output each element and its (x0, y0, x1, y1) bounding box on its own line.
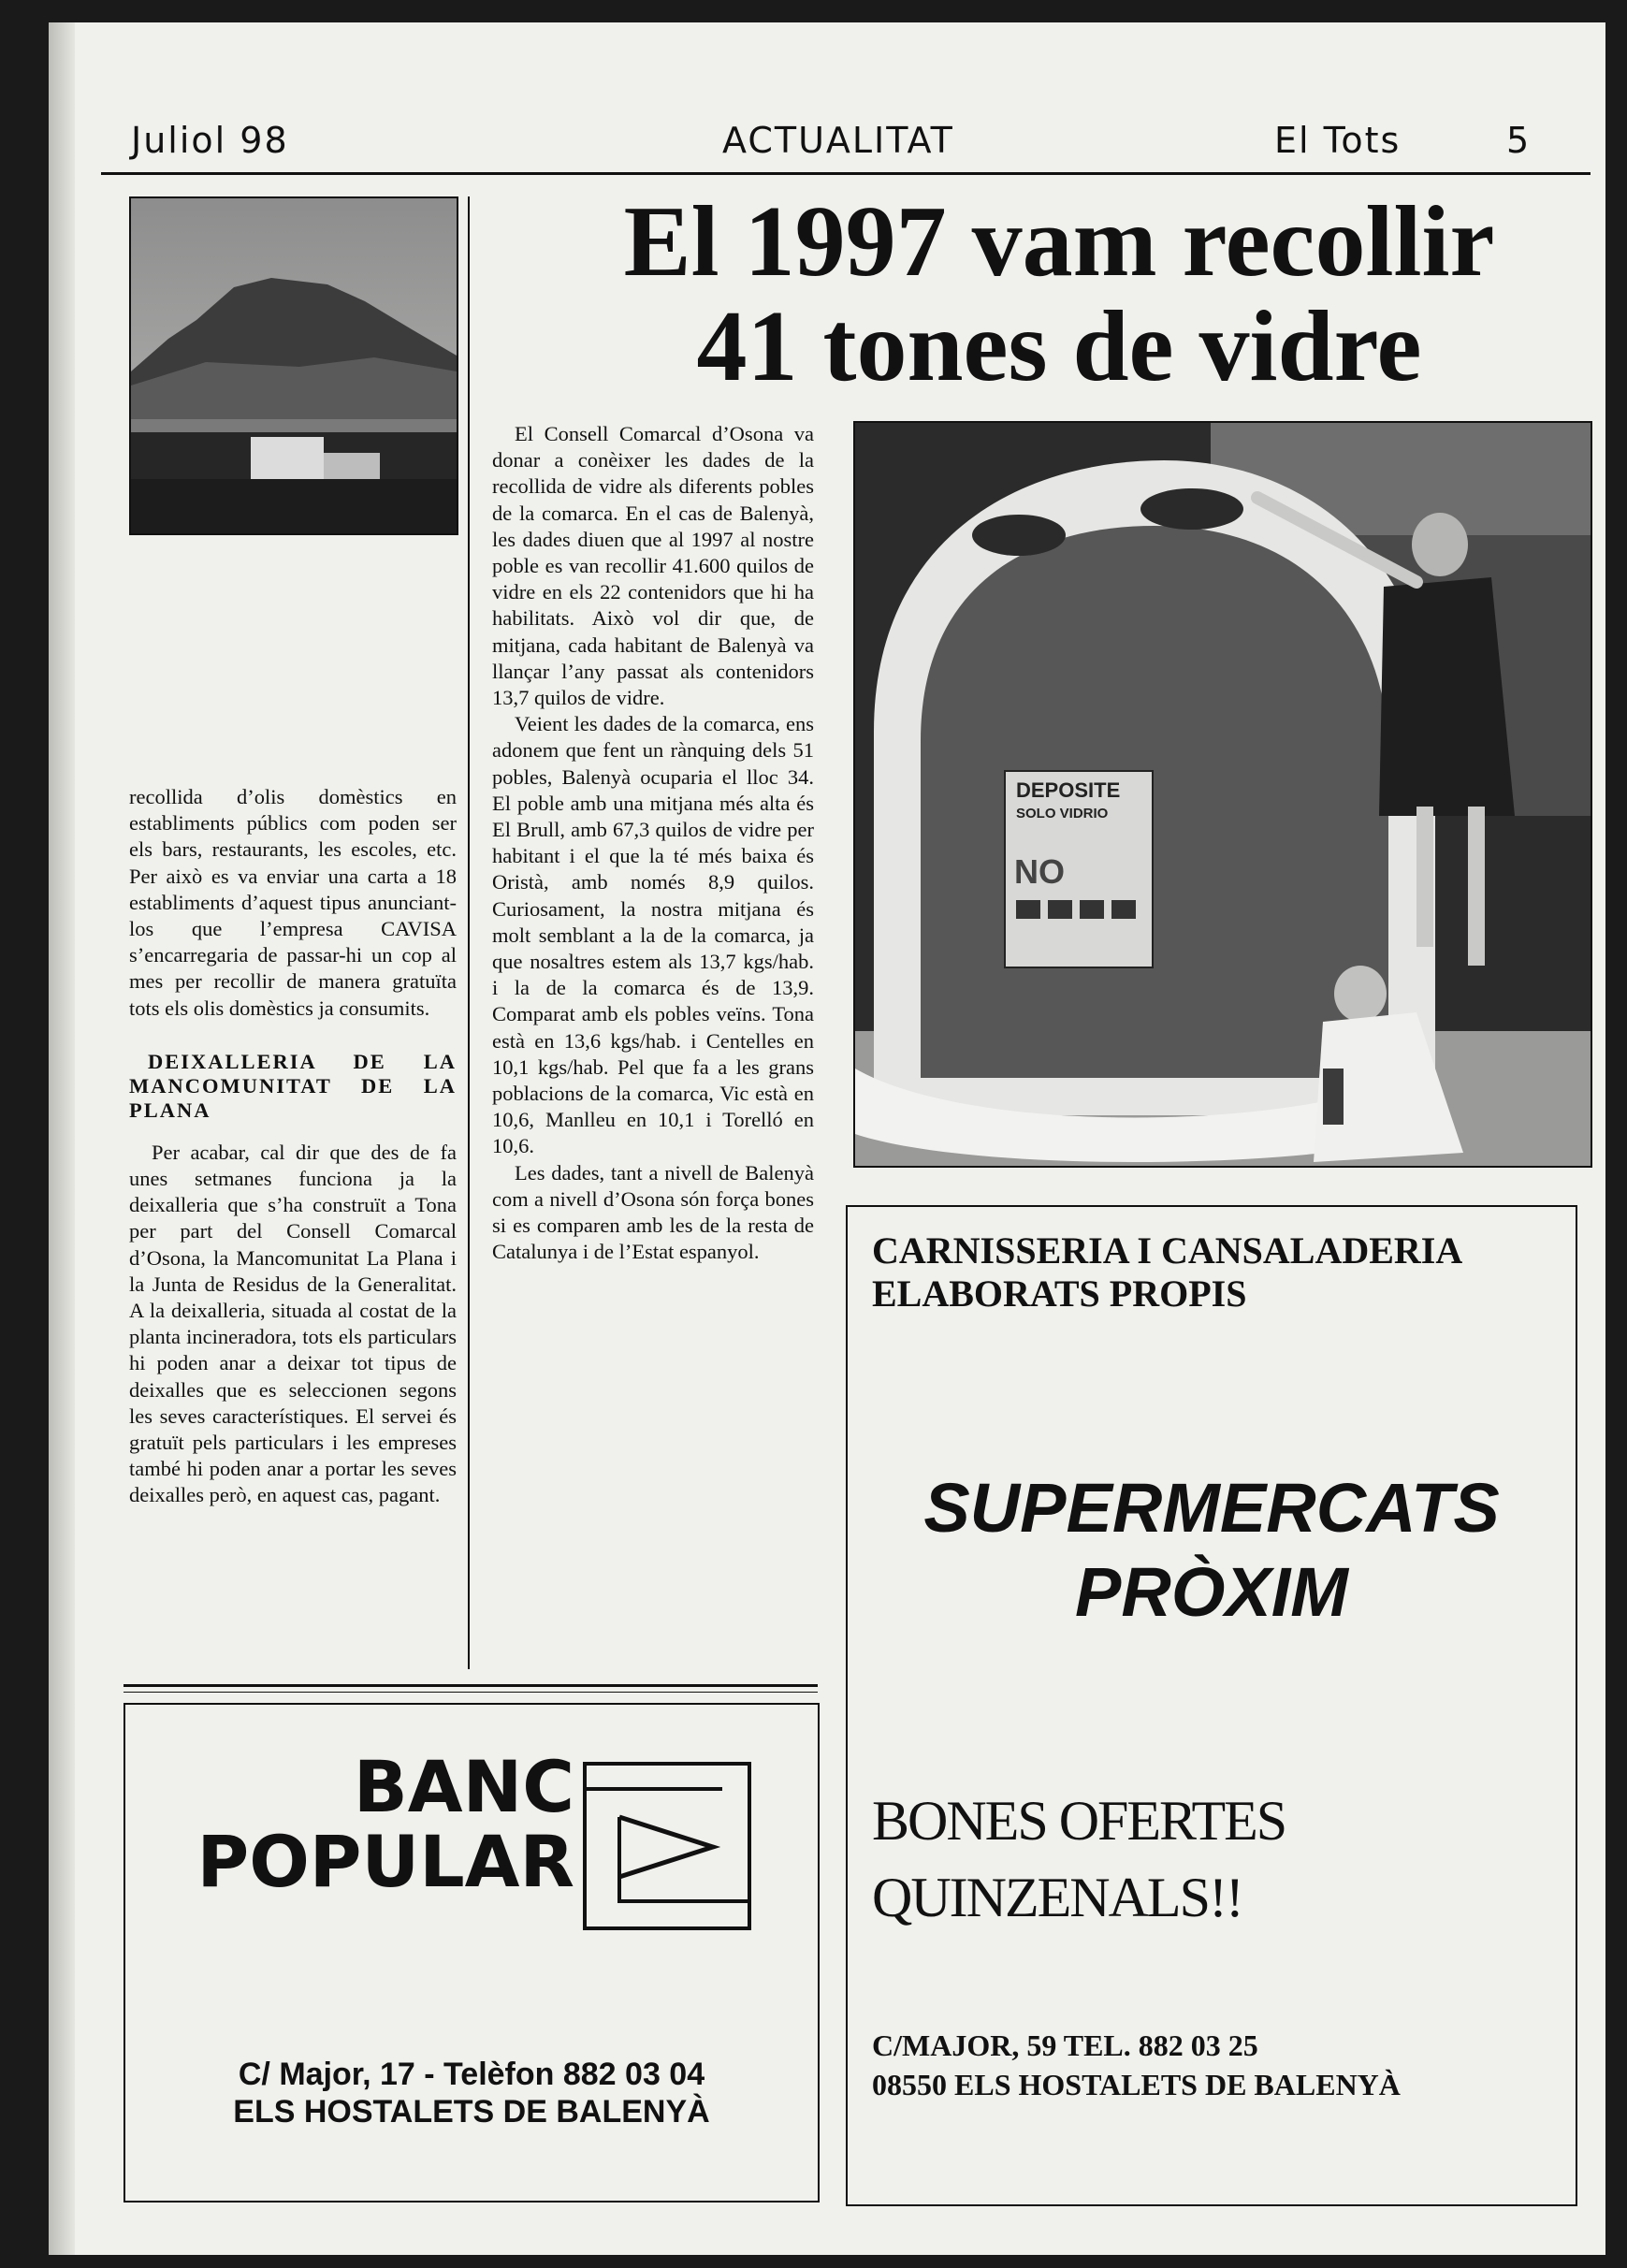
publication-name: El Tots (1274, 120, 1402, 161)
subheading: DEIXALLERIA DE LA MANCOMUNITAT DE LA PLANA (129, 1049, 457, 1122)
landscape-photo-image (131, 198, 457, 533)
article-paragraph: El Consell Comarcal d’Osona va donar a conèixer les dades de la recollida de vidre als diferents pobles de la comarca. En el cas de Balenyà, les dades diuen que al 1997 al nostre poble es van recollir 41.600 quilos de vidre en els 22 contenidors que hi ha habilitats. Això vol dir que, de mitjana, cada habitant de Balenyà va llançar l’any passat als contenidors 13,7 quilos de vidre. (492, 422, 814, 710)
shop-town: 08550 ELS HOSTALETS DE BALENYÀ (872, 2068, 1401, 2101)
ad-divider-rule (123, 1684, 818, 1687)
headline-line2: 41 tones de vidre (696, 291, 1422, 402)
article-paragraph: Veient les dades de la comarca, ens adonem que fent un rànquing dels 51 pobles, Balenyà ocuparia el lloc 34. El poble amb una mitjana més alta és El Brull, amb 67,3 quilos de vidre per habitant i el que la té més baixa és Oristà, amb només 8,9 quilos. Curiosament, la nostra mitjana és molt semblant a la de la comarca, ja que nosaltres estem als 13,7 kgs/hab. i la de la comarca és de 13,9. Comparat amb els pobles veïns. Tona està en 13,6 kgs/hab. i Centelles en 10,1 kgs/hab. Pel que fa a les grans poblacions de la comarca, Vic està en 10,6, Manlleu en 10,1 i Torelló en 10,6. (492, 712, 814, 1158)
left-continuation-text: recollida d’olis domèstics en establiments públics com poden ser els bars, restaurants, les escoles, etc. Per això es va enviar una carta a 18 establiments d’aquest tipus anunciant-los que l’empresa CAVISA s’encarregaria de passar-hi un cop al mes per recollir de manera gratuïta tots els olis domèstics ja consumits. (129, 785, 457, 1020)
supermercats-ad (846, 1205, 1577, 2206)
column-rule (468, 196, 470, 1669)
glass-container-photo (853, 421, 1592, 1168)
left-paragraph: Per acabar, cal dir que des de fa unes setmanes funciona ja la deixalleria que s’ha construït a Tona per part del Consell Comarcal d’Osona, la Mancomunitat La Plana i la Junta de Residus de la Generalitat. A la deixalleria, situada al costat de la planta incineradora, tots els particulars hi poden anar a deixar tot tipus de deixalles que es seleccionen segons les seves característiques. El servei és gratuït pels particulars i les empreses també hi poden anar a portar les seves deixalles però, en aquest cas, pagant. (129, 1140, 457, 1507)
headline-line1: El 1997 vam recollir (623, 186, 1495, 298)
brand-line1: SUPERMERCATS (923, 1469, 1500, 1547)
article-paragraph: Les dades, tant a nivell de Balenyà com a nivell d’Osona són força bones si es comparen amb les de la resta de Catalunya i de l’Estat espanyol. (492, 1160, 814, 1264)
glass-container-image (855, 423, 1591, 1166)
bank-popular-ad (123, 1703, 820, 2203)
bank-name-line2: POPULAR (196, 1820, 574, 1903)
shop-line2: ELABORATS PROPIS (872, 1272, 1247, 1315)
bank-name-line1: BANC (353, 1745, 574, 1828)
offer-line2: QUINZENALS!! (872, 1867, 1242, 1928)
article-body (492, 421, 814, 1266)
sign-deposite: DEPOSITE (1016, 778, 1121, 802)
newspaper-page (49, 22, 1605, 2255)
offer-line1: BONES OFERTES (872, 1790, 1286, 1852)
page-number: 5 (1506, 120, 1532, 161)
brand-line2: PRÒXIM (1075, 1553, 1348, 1631)
sign-solo-vidrio: SOLO VIDRIO (1016, 806, 1109, 821)
bank-address: C/ Major, 17 - Telèfon 882 03 04 (238, 2057, 705, 2092)
issue-date: Juliol 98 (131, 120, 289, 161)
page-spine (49, 22, 75, 2255)
landscape-photo (129, 196, 458, 535)
header-rule (101, 172, 1591, 175)
section-title: ACTUALITAT (722, 120, 954, 161)
ad-divider-rule-thin (123, 1692, 818, 1693)
bank-logo-icon (582, 1761, 752, 1931)
shop-address: C/MAJOR, 59 TEL. 882 03 25 (872, 2028, 1258, 2062)
shop-line1: CARNISSERIA I CANSALADERIA (872, 1229, 1463, 1272)
sign-no: NO (1014, 852, 1065, 891)
bank-town: ELS HOSTALETS DE BALENYÀ (233, 2094, 710, 2130)
left-column (129, 784, 457, 1509)
